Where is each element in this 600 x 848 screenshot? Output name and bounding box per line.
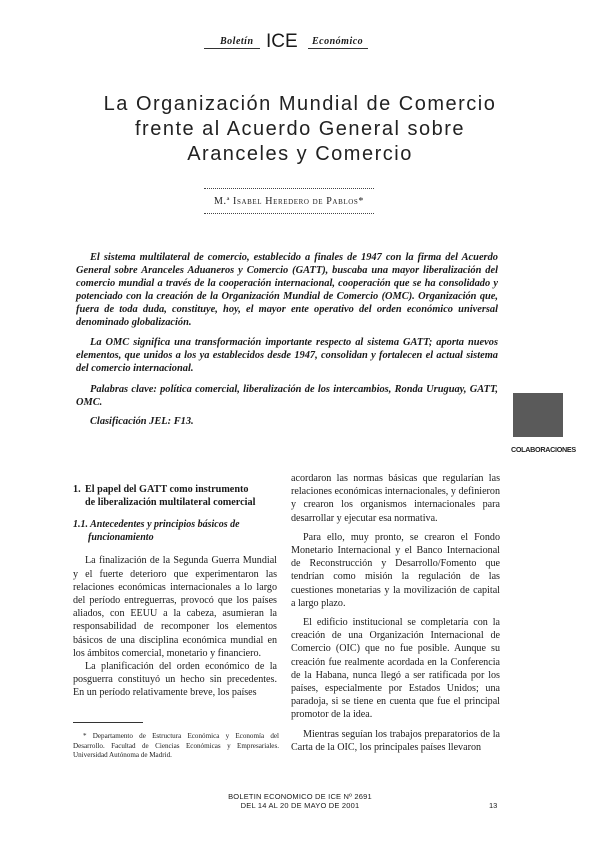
author-footnote-mark: *	[358, 196, 364, 207]
ice-logo: ICE	[266, 31, 298, 52]
jel-classification: Clasificación JEL: F13.	[90, 416, 194, 428]
body-right-paragraph-2: Para ello, muy pronto, se crearon el Fondo Monetario Internacional y el Banco Internacional de Reconstrucción y Desarrollo/Fomento que tendrían como misión la regulación de las cuestiones monetarias y la movilización de capital a largo plazo.	[291, 531, 500, 609]
author-fullname: Isabel Heredero de Pablos	[233, 196, 359, 207]
subsection-number: 1.1.	[73, 519, 88, 531]
page-number: 13	[489, 801, 498, 810]
subsection-title-line-2: funcionamiento	[88, 531, 154, 543]
page-footer	[220, 792, 380, 810]
footnote-rule	[73, 722, 143, 723]
body-column-right	[291, 472, 500, 754]
title-line-3: Aranceles y Comercio	[187, 143, 413, 165]
subsection-title-line-1: Antecedentes y principios básicos de	[90, 519, 240, 531]
masthead-rule-right	[308, 48, 368, 49]
abstract-paragraph-1: El sistema multilateral de comercio, establecido a finales de 1947 con la firma del Acuerdo General sobre Aranceles Aduaneros y Comercio (GATT), buscaba una mayor liberalización del comercio mundial a través de la cooperación internacional, cooperación que se ha consolidado y potenciado con la creación de la Organización Mundial de Comercio (OMC). Organización que, fuera de toda duda, constituye, hoy, el mayor ente operativo del orden económico universal denominado globalización.	[76, 252, 498, 329]
keywords: Palabras clave: política comercial, liberalización de los intercambios, Ronda Uruguay, GATT, OMC.	[76, 383, 498, 408]
author-prefix: M.ª	[213, 196, 234, 207]
author-dotted-rule-bottom	[204, 213, 374, 214]
footnote	[73, 732, 279, 761]
body-right-paragraph-1: acordaron las normas básicas que regularían las relaciones económicas internacionales, y definieron y crearon los organismos internacionales para desarrollar y ejecutar esa normativa.	[291, 473, 500, 524]
author-block	[204, 188, 374, 214]
body-right-paragraph-4: Mientras seguían los trabajos preparatorios de la Carta de la OIC, los principales países llevaron	[291, 728, 500, 753]
footer-date: DEL 14 AL 20 DE MAYO DE 2001	[240, 801, 360, 810]
section-number: 1.	[73, 484, 81, 495]
body-right-paragraph-3: El edificio institucional se completaría con la creación de una Organización Internacional de Comercio (OIC) que no fue posible. Aunque su creación fue realmente acordada en la Conferencia de la Habana, nunca llegó a ser ratificada por los países, especialmente por Estados Unidos; una paradoja, si se tiene en cuenta que fue el principal promotor de la idea.	[291, 617, 500, 721]
section-label-colaboraciones: COLABORACIONES	[511, 445, 576, 454]
body-column-left	[73, 484, 277, 700]
title-line-1: La Organización Mundial de Comercio	[103, 93, 497, 115]
subsection-heading-1-1	[73, 519, 277, 544]
journal-masthead	[204, 31, 374, 54]
section-title-line-1: El papel del GATT como instrumento	[85, 484, 249, 495]
body-left-paragraph-2: La planificación del orden económico de la posguerra constituyó un hecho sin precedentes. En un período relativamente breve, los países	[73, 661, 277, 699]
masthead-rule-left	[204, 48, 260, 49]
author-name	[204, 189, 374, 213]
section-heading-1	[73, 484, 277, 509]
section-title-line-2: de liberalización multilateral comercial	[85, 496, 256, 508]
footer-journal-issue: BOLETIN ECONOMICO DE ICE Nº 2691	[228, 792, 372, 801]
title-line-2: frente al Acuerdo General sobre	[134, 118, 465, 140]
abstract	[76, 251, 498, 434]
body-left-paragraph-1: La finalización de la Segunda Guerra Mundial y el fuerte deterioro que experimentaron las relaciones económicas internacionales a lo largo del período entreguerras, provocó que los países aliados, con EEUU a la cabeza, asumieran la responsabilidad de recomponer los elementos básicos de una disciplina económica mundial en los ámbitos comercial, monetario y financiero.	[73, 555, 277, 659]
abstract-paragraph-2: La OMC significa una transformación importante respecto al sistema GATT; aporta nuevos elementos, que unidos a los ya establecidos desde 1947, consolidan y fortalecen el actual sistema del comercio internacional.	[76, 336, 498, 374]
article-title	[40, 92, 560, 167]
footnote-text: * Departamento de Estructura Económica y Economía del Desarrollo. Facultad de Ciencias Económicas y Empresariales. Universidad Autónoma de Madrid.	[73, 732, 279, 760]
section-tab-marker	[513, 393, 563, 437]
masthead-word-left: Boletín	[220, 36, 254, 47]
masthead-word-right: Económico	[312, 36, 364, 47]
